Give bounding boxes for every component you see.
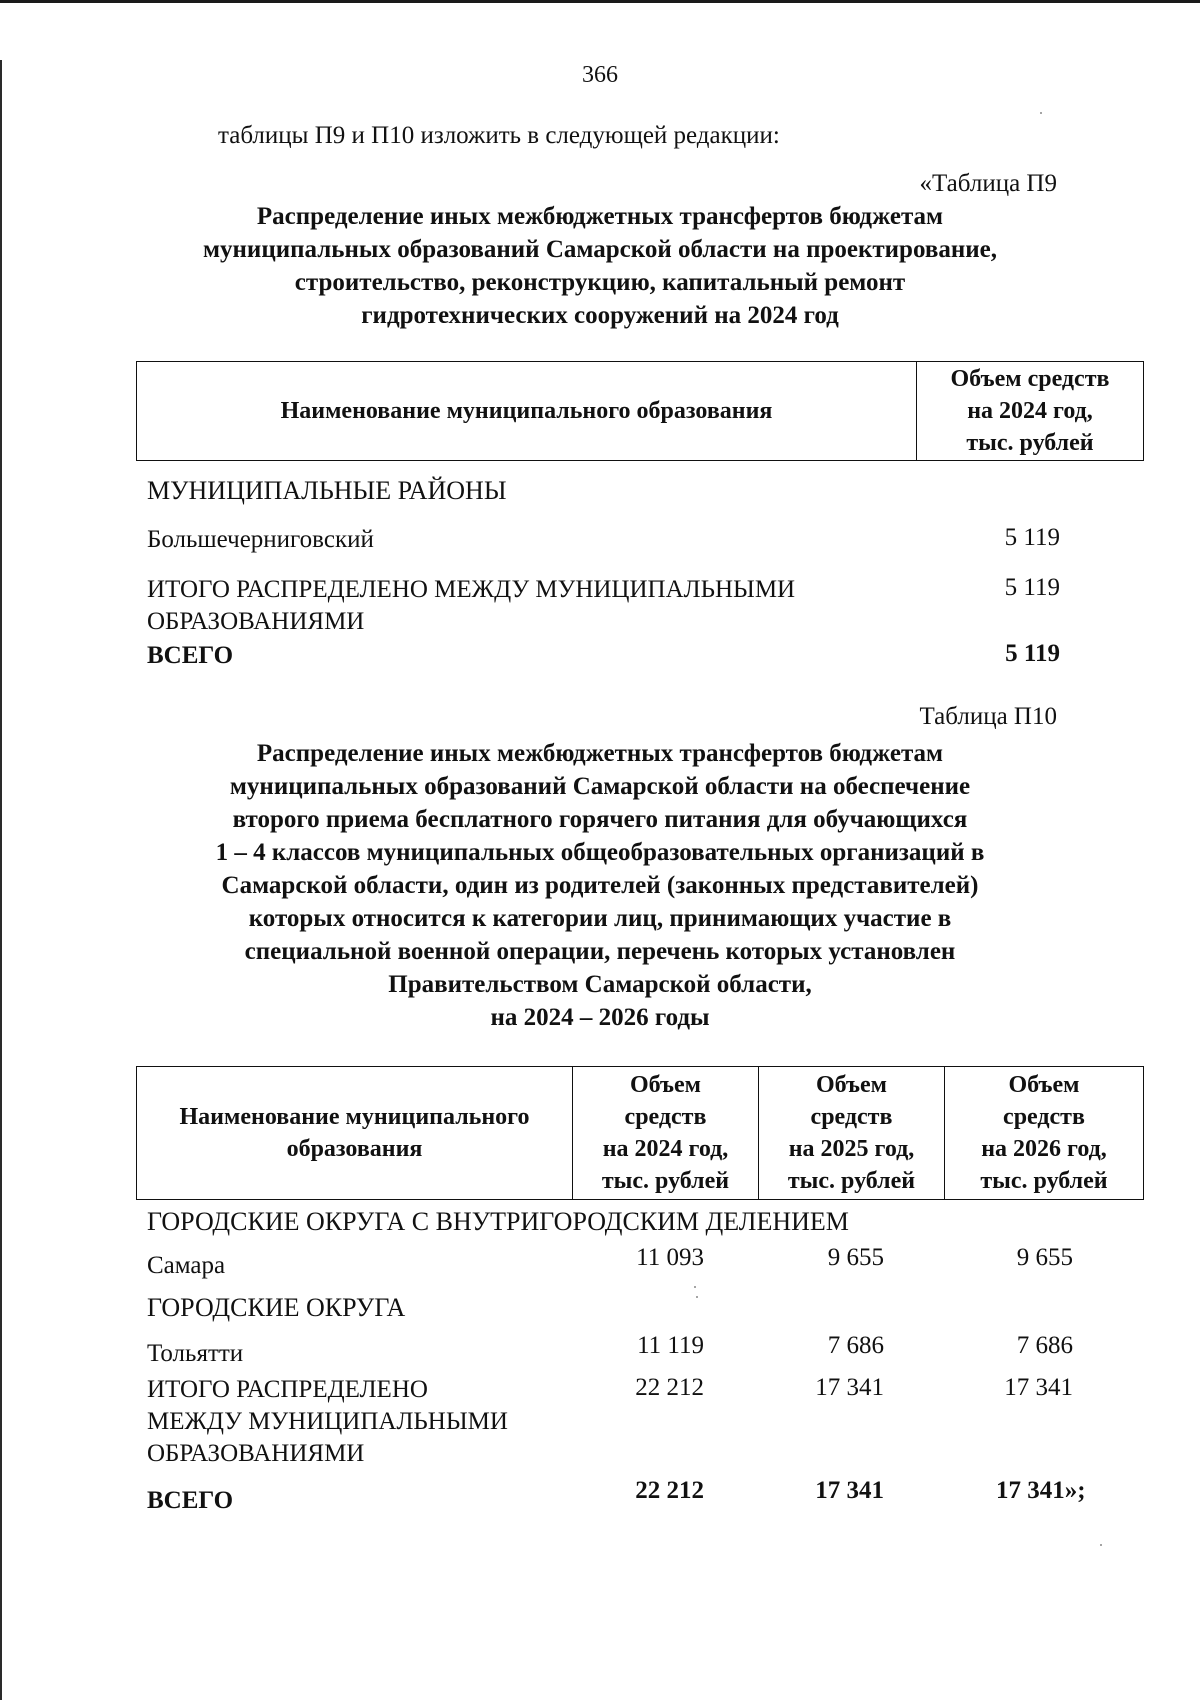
scan-speck [1040,112,1042,114]
header-line: Объем [815,1072,888,1098]
header-2026-column [945,1067,1143,1199]
table-p9-title [150,200,1050,332]
title-line: строительство, реконструкцию, капитальный ремонт [294,269,906,296]
header-line: на 2026 год, [981,1136,1107,1162]
header-line: тыс. рублей [966,430,1094,456]
row-name-samara: Самара [147,1252,226,1279]
header-line: на 2025 год, [788,1136,915,1162]
table-p9-label: «Таблица П9 [919,170,1057,197]
total-value-2026: 17 341»; [996,1477,1086,1504]
togliatti-value-2025: 7 686 [827,1332,884,1359]
row-value-2024: 5 119 [1004,524,1060,551]
title-line: Самарской области, один из родителей (законных представителей) [221,872,979,899]
total-name: ВСЕГО [147,642,234,669]
total-value-2024: 5 119 [1005,640,1060,667]
header-line: тыс. рублей [601,1168,730,1194]
title-line: Распределение иных межбюджетных трансфертов бюджетам [256,203,944,230]
header-line: Объем средств [950,366,1110,392]
title-line: Правительством Самарской области, [388,971,812,998]
table-p10-title [150,737,1050,1034]
samara-value-2025: 9 655 [827,1244,884,1271]
subtotal-value-2026: 17 341 [1004,1374,1073,1401]
scan-speck [696,1296,698,1298]
subtotal-value-2024: 22 212 [635,1374,704,1401]
table-p10-header [136,1066,1144,1200]
row-name-togliatti: Тольятти [147,1340,244,1367]
total-value-2024: 22 212 [635,1477,704,1504]
togliatti-value-2024: 11 119 [637,1332,704,1359]
page-number: 366 [582,62,618,88]
subtotal-value-2025: 17 341 [815,1374,884,1401]
header-name-column [137,1067,573,1199]
section-city-districts-with-division: ГОРОДСКИЕ ОКРУГА С ВНУТРИГОРОДСКИМ ДЕЛЕНИЕМ [147,1207,849,1236]
subtotal-name-line: ОБРАЗОВАНИЯМИ [147,1440,365,1467]
header-name-column: Наименование муниципального образования [137,362,917,460]
header-line: на 2024 год, [967,398,1093,424]
header-line: средств [810,1104,893,1130]
section-city-districts: ГОРОДСКИЕ ОКРУГА [147,1293,406,1322]
title-line: 1 – 4 классов муниципальных общеобразовательных организаций в [215,839,985,866]
lead-text: таблицы П9 и П10 изложить в следующей редакции: [218,122,780,149]
scan-speck [694,1286,696,1288]
title-line: гидротехнических сооружений на 2024 год [361,302,839,329]
header-line: средств [1003,1104,1085,1130]
total-value-2025: 17 341 [815,1477,884,1504]
scan-edge-top [0,0,1200,3]
header-line: тыс. рублей [980,1168,1108,1194]
scan-edge-left [0,60,2,1700]
subtotal-name-line: ИТОГО РАСПРЕДЕЛЕНО [147,1376,428,1403]
subtotal-name-line: ИТОГО РАСПРЕДЕЛЕНО МЕЖДУ МУНИЦИПАЛЬНЫМИ [147,576,796,603]
title-line: муниципальных образований Самарской области на обеспечение [229,773,971,800]
header-line: образования [286,1136,423,1162]
title-line: муниципальных образований Самарской области на проектирование, [203,236,997,263]
header-2024-column [573,1067,759,1199]
title-line: Распределение иных межбюджетных трансфертов бюджетам [256,740,944,767]
togliatti-value-2026: 7 686 [1016,1332,1073,1359]
title-line: на 2024 – 2026 годы [490,1004,710,1031]
table-p10-label: Таблица П10 [919,703,1057,730]
header-line: Объем [629,1072,702,1098]
section-municipal-districts: МУНИЦИПАЛЬНЫЕ РАЙОНЫ [147,476,507,505]
subtotal-name-line: МЕЖДУ МУНИЦИПАЛЬНЫМИ [147,1408,508,1435]
header-line: на 2024 год, [602,1136,729,1162]
header-line: Наименование муниципального [179,1104,530,1130]
header-2024-column [917,362,1143,460]
subtotal-name-line: ОБРАЗОВАНИЯМИ [147,608,365,635]
samara-value-2024: 11 093 [636,1244,704,1271]
title-line: специальной военной операции, перечень которых установлен [244,938,956,965]
title-line: второго приема бесплатного горячего питания для обучающихся [232,806,968,833]
header-line: тыс. рублей [787,1168,916,1194]
total-name: ВСЕГО [147,1487,234,1514]
header-line: Объем [1008,1072,1080,1098]
header-line: средств [624,1104,707,1130]
row-name: Большечерниговский [147,526,374,553]
samara-value-2026: 9 655 [1016,1244,1073,1271]
scan-speck [1100,1544,1102,1546]
subtotal-value-2024: 5 119 [1004,574,1060,601]
header-2025-column [759,1067,945,1199]
title-line: которых относится к категории лиц, принимающих участие в [248,905,952,932]
table-p9-header [136,361,1144,461]
